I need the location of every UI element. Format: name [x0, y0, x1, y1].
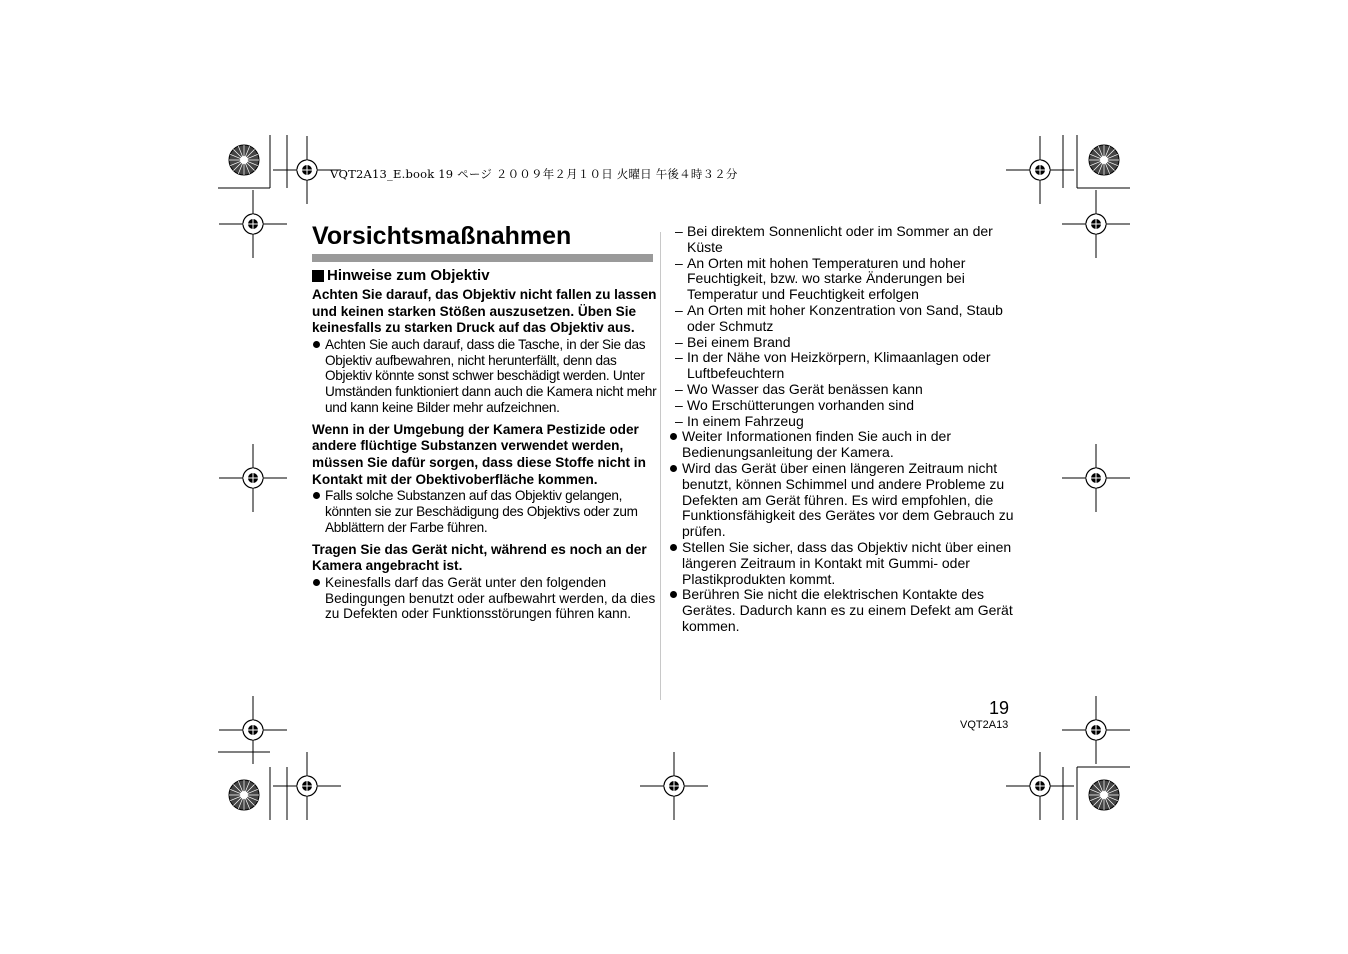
condition-item — [670, 350, 1015, 382]
square-bullet-icon — [312, 270, 324, 282]
warning-drop-lens: Achten Sie darauf, das Objektiv nicht fallen zu lassen und keinen starken Stößen auszusetzen. Üben Sie keinesfalls zu starken Druck auf das Objektiv aus. — [312, 287, 657, 336]
title-rule — [312, 254, 653, 262]
condition-item — [670, 256, 1015, 303]
bullet-text: Falls solche Substanzen auf das Objektiv gelangen, könnten sie zur Beschädigung des Objektivs oder zum Abblättern der Farbe führen. — [325, 488, 638, 535]
bullet-text: Weiter Informationen finden Sie auch in der Bedienungsanleitung der Kamera. — [682, 428, 952, 461]
page-title: Vorsichtsmaßnahmen — [312, 222, 572, 250]
condition-text: In einem Fahrzeug — [687, 412, 804, 429]
bullet-text: Achten Sie auch darauf, dass die Tasche, in der Sie das Objektiv aufbewahren, nicht herunterfällt, denn das Objektiv könnte sonst schwer beschädigt werden. Unter Umständen funktioniert dann auch die Kamera nicht mehr und kann keine Bilder mehr aufzeichnen. — [325, 336, 657, 415]
condition-item — [670, 335, 1015, 351]
dash-icon: – — [675, 301, 683, 318]
bullet-item — [312, 488, 657, 535]
bullet-text: Keinesfalls darf das Gerät unter den folgenden Bedingungen benutzt oder aufbewahrt werden, da dies zu Defekten oder Funktionsstörungen führen kann. — [325, 574, 656, 622]
condition-item — [670, 414, 1015, 430]
bullet-text: Wird das Gerät über einen längeren Zeitraum nicht benutzt, können Schimmel und andere Probleme zu Defekten am Gerät führen. Es wird empfohlen, die Funktionsfähigkeit des Gerätes vor dem Gebrauch zu prüfen. — [682, 459, 1014, 540]
dash-icon: – — [675, 333, 683, 350]
section-heading-text: Hinweise zum Objektiv — [327, 267, 490, 284]
bullet-item — [670, 540, 1015, 587]
bullet-dot-icon — [670, 465, 677, 472]
column-divider — [660, 232, 661, 700]
print-header: VQT2A13_E.book 19 ページ ２００９年２月１０日 火曜日 午後４時３２分 — [330, 167, 738, 181]
bullet-item — [670, 461, 1015, 540]
condition-item — [670, 303, 1015, 335]
section-heading — [312, 267, 657, 285]
bullet-text: Stellen Sie sicher, dass das Objektiv nicht über einen längeren Zeitraum in Kontakt mit Gummi- oder Plastikprodukten kommt. — [682, 538, 1012, 587]
bullet-dot-icon — [670, 433, 677, 440]
dash-icon: – — [675, 349, 683, 366]
condition-text: Bei einem Brand — [687, 333, 791, 350]
bullet-dot-icon — [313, 579, 320, 586]
bullet-dot-icon — [670, 544, 677, 551]
right-column — [670, 224, 1015, 635]
bullet-item — [312, 337, 657, 416]
bullet-item — [670, 587, 1015, 634]
condition-text: In der Nähe von Heizkörpern, Klimaanlagen oder Luftbefeuchtern — [687, 349, 991, 382]
page-number: 19 — [989, 698, 1010, 718]
dash-icon: – — [675, 380, 683, 397]
bullet-dot-icon — [313, 341, 320, 348]
condition-item — [670, 224, 1015, 256]
condition-item — [670, 382, 1015, 398]
condition-text: An Orten mit hoher Konzentration von Sand, Staub oder Schmutz — [687, 301, 1003, 334]
bullet-item — [670, 429, 1015, 461]
bullet-text: Berühren Sie nicht die elektrischen Kontakte des Gerätes. Dadurch kann es zu einem Defekt am Gerät kommen. — [682, 586, 1013, 634]
left-column — [312, 267, 657, 622]
condition-item — [670, 398, 1015, 414]
warning-pesticides: Wenn in der Umgebung der Kamera Pestizide oder andere flüchtige Substanzen verwendet werden, müssen Sie dafür sorgen, dass diese Stoffe nicht in Kontakt mit der Obektivoberfläche kommen. — [312, 421, 646, 487]
model-code: VQT2A13 — [960, 719, 1009, 731]
dash-icon: – — [675, 412, 683, 429]
condition-text: An Orten mit hohen Temperaturen und hoher Feuchtigkeit, bzw. wo starke Änderungen bei Temperatur und Feuchtigkeit erfolgen — [687, 254, 966, 303]
warning-carrying: Tragen Sie das Gerät nicht, während es noch an der Kamera angebracht ist. — [312, 541, 647, 574]
dash-icon: – — [675, 223, 683, 239]
dash-icon: – — [675, 396, 683, 413]
dash-icon: – — [675, 254, 683, 271]
condition-text: Wo Wasser das Gerät benässen kann — [687, 380, 923, 397]
bullet-dot-icon — [313, 492, 320, 499]
bullet-dot-icon — [670, 591, 677, 598]
condition-text: Wo Erschütterungen vorhanden sind — [687, 396, 914, 413]
condition-text: Bei direktem Sonnenlicht oder im Sommer an der Küste — [687, 223, 993, 255]
bullet-item — [312, 575, 657, 622]
